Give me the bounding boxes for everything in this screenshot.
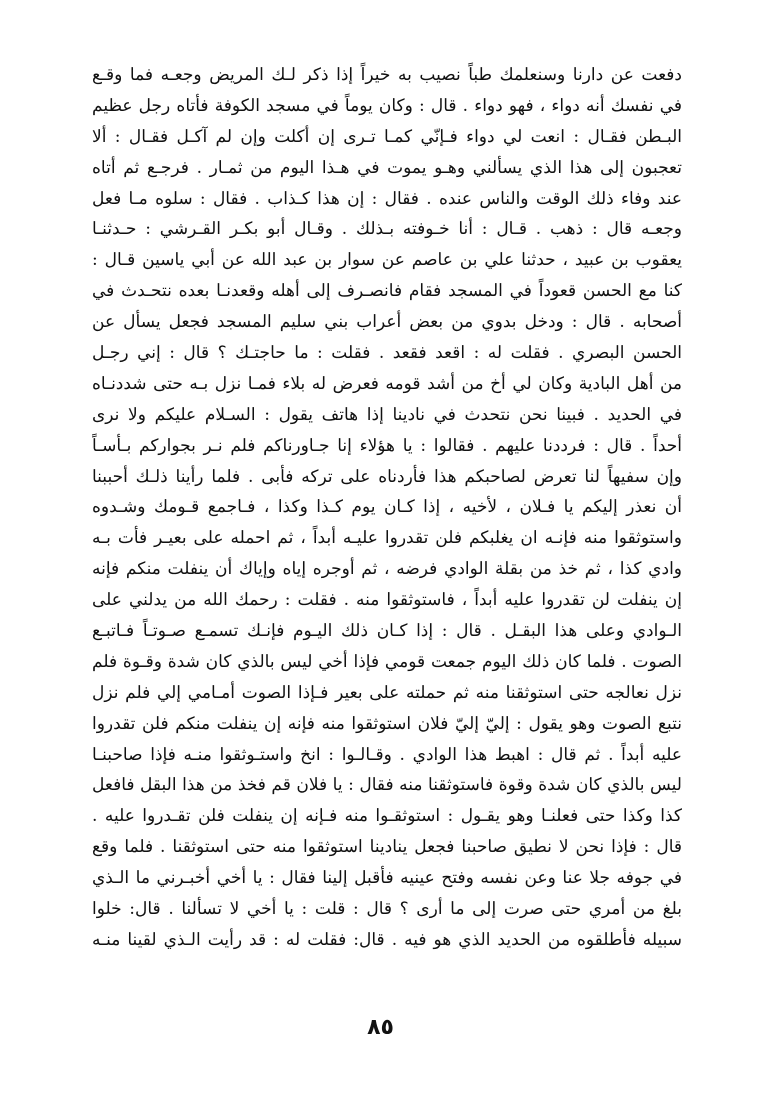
text-line-28: بلغ من أمري حتى صرت إلى ما أرى ؟ قال : قلت : يا أخي لا تسألنا . قال: خلوا [92,899,682,920]
text-line-7: يعقوب بن عبيد ، حدثنا علي بن عاصم عن سوار بن عبد الله عن أبي ياسين قـال : [92,250,682,271]
text-line-5: عند وفاء ذلك الوقت والناس عنده . فقال : إن هذا كـذاب . فقال : سلوه مـا فعل [92,188,682,209]
text-line-17: وادي كذا ، ثم خذ من بقلة الوادي فرضه ، ثم أوجره إياه وإياك أن ينفلت منكم فإنه [92,559,682,580]
text-line-18: إن ينفلت لن تقدروا عليه أبداً ، فاستوثقوا منه . فقلت : رحمك الله من يدلني على [92,590,682,611]
text-line-26: قال : فإذا نحن لا نطيق صاحبنا فجعل ينادينا استوثقوا منه حتى استوثقنا . فلما وقع [92,837,682,858]
text-line-11: من أهل البادية وكان لي أخ من أشد قومه فعرض له بلاء فمـا نزل بـه حتى شددنـاه [92,373,682,394]
text-line-13: أحداً . قال : فرددنا عليهم . فقالوا : يا هؤلاء إنا جـاورناكم فلم نـر بجواركم بـأسـاً [92,435,682,456]
text-line-19: الـوادي وعلى هذا البقـل . قال : إذا كـان ذلك اليـوم فإنـك تسمـع صـوتـاً فـاتبـع [92,621,682,642]
text-line-10: الحسن البصري . فقلت له : اقعد فقعد . فقلت : ما حاجتـك ؟ قال : إني رجـل [92,343,682,364]
text-line-25: كذا وكذا حتى فعلنـا وهو يقـول : استوثقـوا منه فـإنه إن ينفلت فلن تقـدروا عليه . [92,806,682,827]
text-line-27: في جوفه جلا عنا وعن نفسه وفتح عينيه فأقبل إلينا فقال : يا أخي أخبـرني ما الـذي [92,868,682,889]
text-line-9: أصحابه . قال : ودخل بدوي من بعض أعراب بني سليم المسجد فجعل يسأل عن [92,312,682,333]
text-line-15: أن نعذر إليكم يا فـلان ، لأخيه ، إذا كـان يوم كـذا وكذا ، فـاجمع قـومك وشـدوه [92,497,682,518]
text-line-24: ليس بالذي كان شدة وقوة فاستوثقنا منه فقال : يا فلان قم فخذ من هذا البقل فافعل [92,775,682,796]
text-line-14: وإن سفيهاً لنا تعرض لصاحبكم هذا فأردناه على تركه فأبى . فلما رأينا ذلـك أحببنا [92,466,682,487]
text-line-21: نزل نعالجه حتى استوثقنا منه ثم حملته على بعير فـإذا الصوت أمـامي إلي فلم نزل [92,682,682,703]
text-line-3: البـطن فقـال : انعت لي دواء فـإنّي كمـا تـرى إن أكلت وإن لم آكـل فقـال : ألا [92,126,682,147]
text-line-4: تعجبون إلى هذا الذي يسألني وهـو يموت في هـذا اليوم من ثمـار . فرجـع ثم أتاه [92,157,682,178]
text-line-23: عليه أبداً . ثم قال : اهبط هذا الوادي . وقـالـوا : انخ واستـوثقوا منـه فإذا صاحبنـا [92,744,682,765]
text-line-16: واستوثقوا منه فإنـه ان يغلبكم فلن تقدروا عليـه أبداً ، ثم احمله على بعيـر فأت بـه [92,528,682,549]
text-line-12: في الحديد . فبينا نحن نتحدث في نادينا إذا هاتف يقول : السـلام عليكم ولا نرى [92,404,682,425]
page-number: ٨٥ [367,1015,394,1040]
text-line-6: وجعـه قال : ذهب . قـال : أنا خـوفته بـذلك . وقـال أبو بكـر القـرشي : حـدثنـا [92,219,682,240]
text-line-20: الصوت . فلما كان ذلك اليوم جمعت قومي فإذا أخي ليس بالذي كان شدة وقـوة فلم [92,651,682,672]
body-text [92,60,682,956]
text-line-8: كنا مع الحسن قعوداً في المسجد فقام فانصـرف إلى أهله وقعدنـا بعده نتحـدث في [92,281,682,302]
text-line-2: في نفسك أنه دواء ، فهو دواء . قال : وكان يوماً في مسجد الكوفة فأتاه رجل عظيم [92,95,682,116]
text-line-22: نتبع الصوت وهو يقول : إليّ إليّ فلان استوثقوا منه فإنه إن ينفلت منكم فلن تقدروا [92,713,682,734]
text-line-29: سبيله فأطلقوه من الحديد الذي هو فيه . قال: فقلت له : قد رأيت الـذي لقينا منـه [92,929,682,950]
text-line-1: دفعت عن دارنا وسنعلمك طباً نصيب به خيراً إذا ذكر لـك المريض وجعـه فما وقـع [92,65,682,85]
